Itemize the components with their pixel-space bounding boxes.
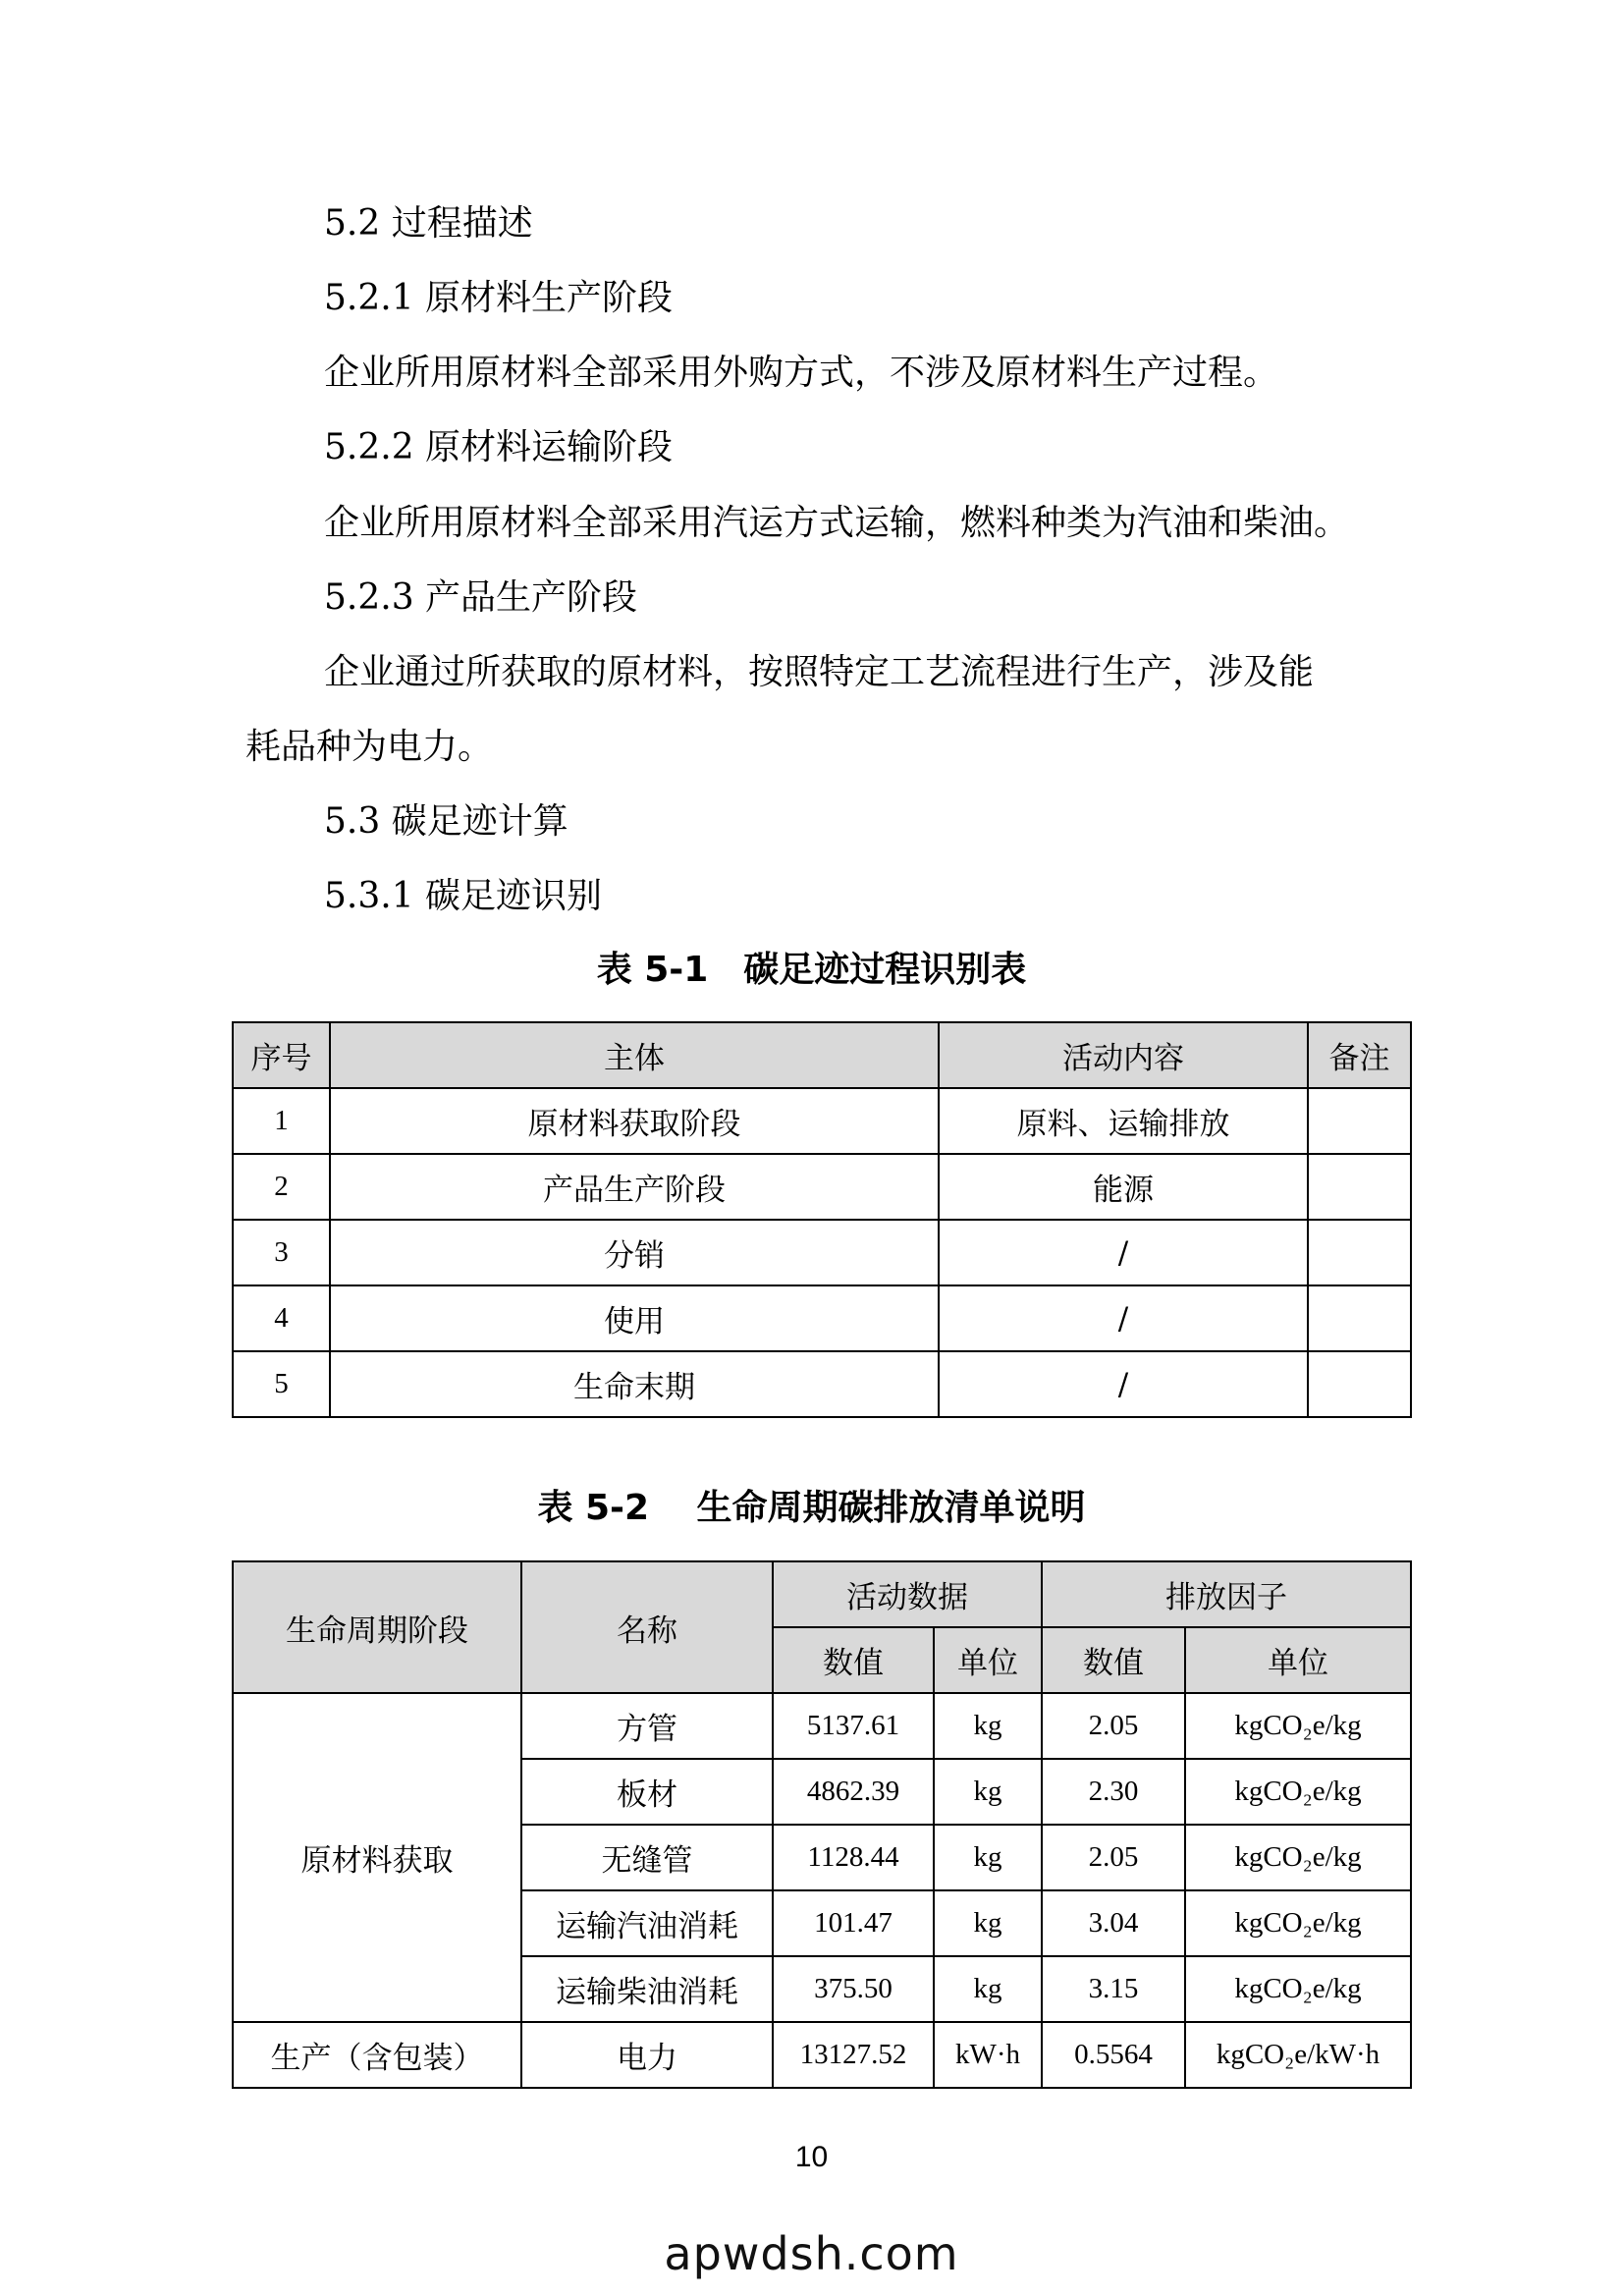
- table1-header-subject: 主体: [330, 1022, 939, 1088]
- table2-cell-factor-unit: kgCO₂e/kg: [1185, 1825, 1411, 1890]
- table1-cell-activity: /: [939, 1285, 1308, 1351]
- table1-cell-subject: 使用: [330, 1285, 939, 1351]
- table2-cell-name: 板材: [521, 1759, 773, 1825]
- table2-carbon-inventory: [232, 1560, 1412, 2089]
- table1-cell-activity: 能源: [939, 1154, 1308, 1220]
- table2-cell-activity-value: 101.47: [773, 1890, 934, 1956]
- table2-cell-activity-value: 5137.61: [773, 1693, 934, 1759]
- watermark-text: apwdsh.com: [664, 2227, 959, 2280]
- table2-cell-activity-unit: kW·h: [934, 2022, 1042, 2088]
- table1-cell-remark: [1308, 1088, 1411, 1154]
- table2-cell-activity-value: 4862.39: [773, 1759, 934, 1825]
- table1-cell-index: 5: [233, 1351, 330, 1417]
- table1-cell-activity: 原料、运输排放: [939, 1088, 1308, 1154]
- table2-cell-factor-value: 3.04: [1042, 1890, 1185, 1956]
- table1-cell-activity: /: [939, 1351, 1308, 1417]
- table2-cell-factor-unit: kgCO₂e/kg: [1185, 1759, 1411, 1825]
- table-row: [233, 1220, 1411, 1285]
- table1-cell-index: 1: [233, 1088, 330, 1154]
- table2-cell-activity-unit: kg: [934, 1825, 1042, 1890]
- table2-cell-activity-value: 375.50: [773, 1956, 934, 2022]
- table2-cell-activity-unit: kg: [934, 1693, 1042, 1759]
- table2-cell-stage: 生产（含包装）: [233, 2022, 521, 2088]
- table2-header-stage: 生命周期阶段: [233, 1561, 521, 1693]
- table1-cell-index: 3: [233, 1220, 330, 1285]
- page-number: 10: [794, 2141, 829, 2173]
- table1-cell-remark: [1308, 1351, 1411, 1417]
- table2-cell-factor-unit: kgCO₂e/kg: [1185, 1956, 1411, 2022]
- table-row: [233, 1285, 1411, 1351]
- table2-cell-activity-value: 13127.52: [773, 2022, 934, 2088]
- table1-cell-subject: 产品生产阶段: [330, 1154, 939, 1220]
- table2-cell-activity-unit: kg: [934, 1956, 1042, 2022]
- table-row: [233, 1154, 1411, 1220]
- table2-cell-name: 运输汽油消耗: [521, 1890, 773, 1956]
- table1-cell-index: 2: [233, 1154, 330, 1220]
- table1-cell-activity: /: [939, 1220, 1308, 1285]
- table2-cell-stage: 原材料获取: [233, 1693, 521, 2022]
- table1-cell-remark: [1308, 1220, 1411, 1285]
- table1-header-activity: 活动内容: [939, 1022, 1308, 1088]
- table2-cell-factor-value: 2.05: [1042, 1693, 1185, 1759]
- table2-cell-factor-value: 2.05: [1042, 1825, 1185, 1890]
- table1-header-index: 序号: [233, 1022, 330, 1088]
- paragraph-product-production-line2: 耗品种为电力。: [245, 727, 494, 767]
- table2-header-activity-value: 数值: [773, 1627, 934, 1693]
- table-row: [233, 1351, 1411, 1417]
- table2-cell-factor-value: 0.5564: [1042, 2022, 1185, 2088]
- table1-cell-remark: [1308, 1285, 1411, 1351]
- table1-cell-subject: 原材料获取阶段: [330, 1088, 939, 1154]
- table2-cell-name: 运输柴油消耗: [521, 1956, 773, 2022]
- paragraph-raw-material-production: 企业所用原材料全部采用外购方式，不涉及原材料生产过程。: [324, 353, 1279, 393]
- table1-header-remark: 备注: [1308, 1022, 1411, 1088]
- heading-5-2-2: 5.2.2 原材料运输阶段: [324, 427, 674, 467]
- table-row: [233, 1693, 1411, 1759]
- table2-header-emission-factor: 排放因子: [1042, 1561, 1411, 1627]
- heading-5-2-3: 5.2.3 产品生产阶段: [324, 577, 638, 618]
- table-row: [233, 2022, 1411, 2088]
- table2-cell-factor-unit: kgCO₂e/kg: [1185, 1693, 1411, 1759]
- heading-5-2-1: 5.2.1 原材料生产阶段: [324, 278, 674, 318]
- table-row: [233, 1088, 1411, 1154]
- table2-cell-activity-value: 1128.44: [773, 1825, 934, 1890]
- table1-caption: 表 5-1 碳足迹过程识别表: [596, 950, 1027, 990]
- table2-header-factor-value: 数值: [1042, 1627, 1185, 1693]
- table1-cell-subject: 生命末期: [330, 1351, 939, 1417]
- table2-cell-name: 无缝管: [521, 1825, 773, 1890]
- table2-cell-factor-unit: kgCO₂e/kW·h: [1185, 2022, 1411, 2088]
- table2-cell-factor-value: 2.30: [1042, 1759, 1185, 1825]
- heading-5-3: 5.3 碳足迹计算: [324, 801, 568, 842]
- table1-process-identification: [232, 1021, 1412, 1418]
- table2-cell-factor-value: 3.15: [1042, 1956, 1185, 2022]
- paragraph-raw-material-transport: 企业所用原材料全部采用汽运方式运输，燃料种类为汽油和柴油。: [324, 503, 1350, 543]
- heading-5-2: 5.2 过程描述: [324, 203, 533, 244]
- table2-header-activity-data: 活动数据: [773, 1561, 1042, 1627]
- table1-cell-remark: [1308, 1154, 1411, 1220]
- paragraph-product-production-line1: 企业通过所获取的原材料，按照特定工艺流程进行生产，涉及能: [324, 652, 1315, 692]
- table2-header-activity-unit: 单位: [934, 1627, 1042, 1693]
- table2-cell-activity-unit: kg: [934, 1759, 1042, 1825]
- table2-cell-activity-unit: kg: [934, 1890, 1042, 1956]
- table2-cell-name: 电力: [521, 2022, 773, 2088]
- table2-caption: 表 5-2 生命周期碳排放清单说明: [537, 1488, 1086, 1528]
- table2-cell-factor-unit: kgCO₂e/kg: [1185, 1890, 1411, 1956]
- table1-cell-subject: 分销: [330, 1220, 939, 1285]
- table2-cell-name: 方管: [521, 1693, 773, 1759]
- table2-header-factor-unit: 单位: [1185, 1627, 1411, 1693]
- heading-5-3-1: 5.3.1 碳足迹识别: [324, 876, 603, 916]
- table1-cell-index: 4: [233, 1285, 330, 1351]
- table2-header-name: 名称: [521, 1561, 773, 1693]
